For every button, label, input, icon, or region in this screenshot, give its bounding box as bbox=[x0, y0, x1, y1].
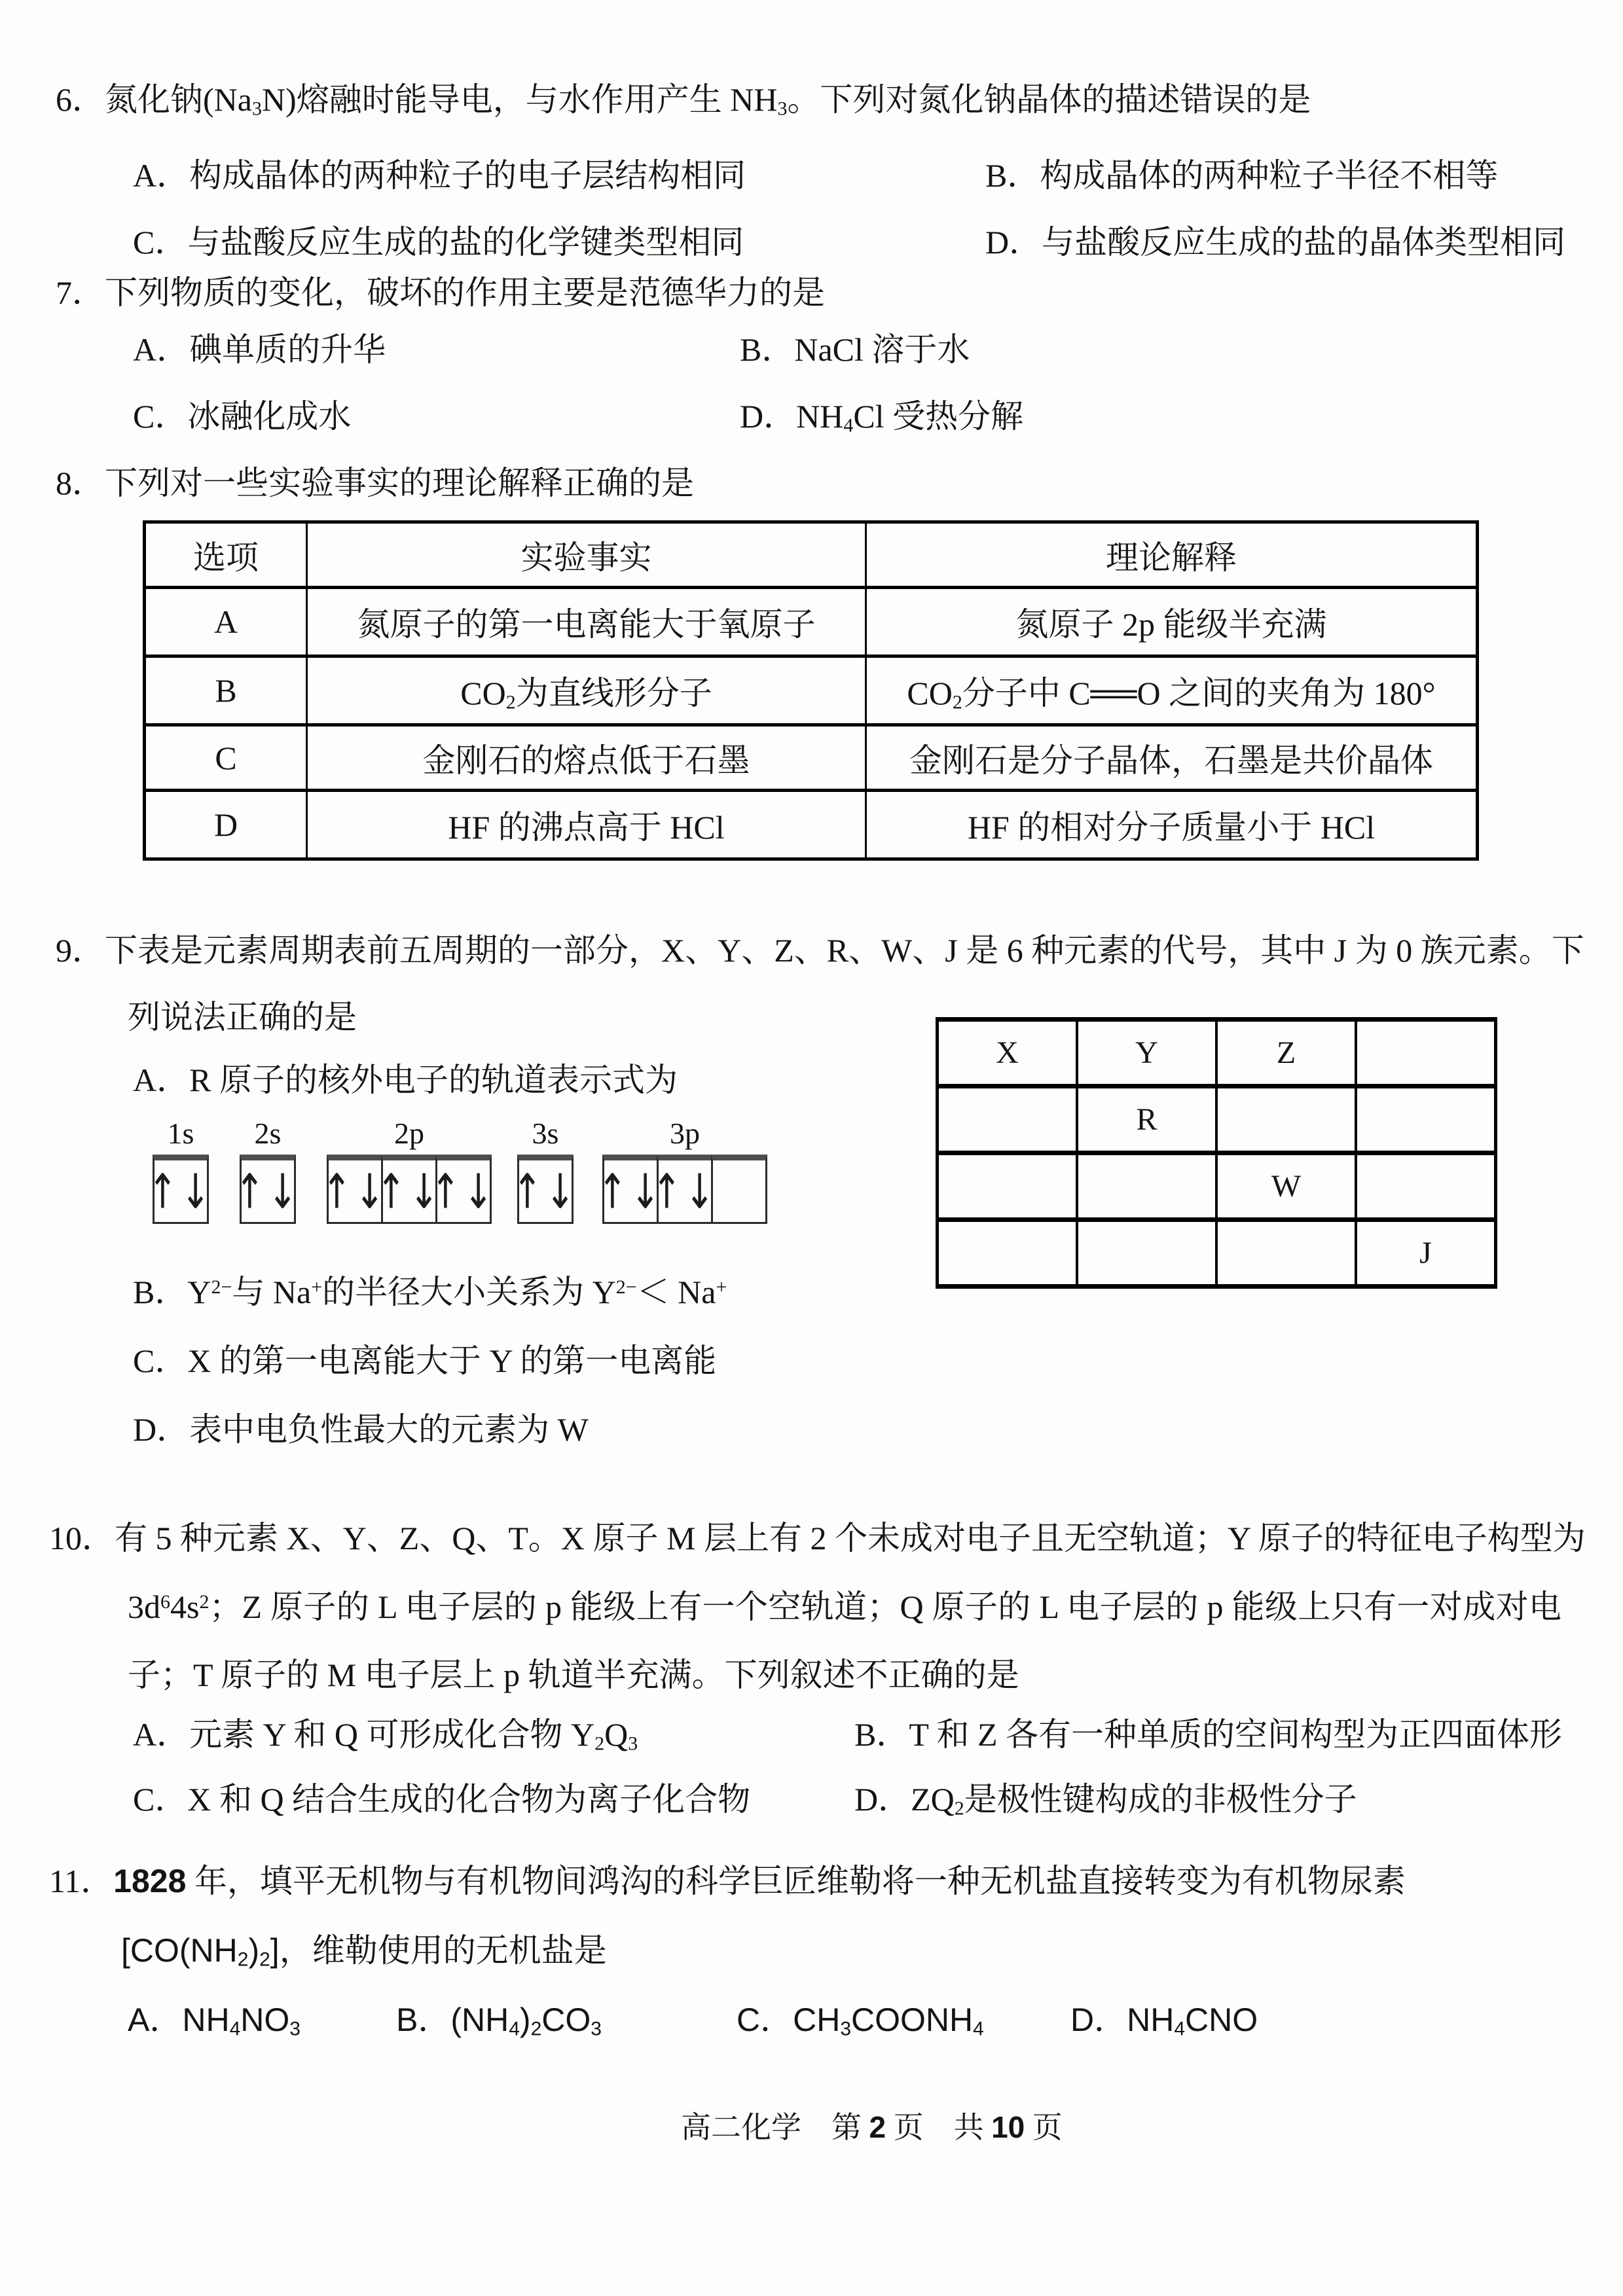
pt-cell-empty bbox=[1356, 1153, 1496, 1220]
pt-cell-empty bbox=[1077, 1153, 1216, 1220]
pt-cell-empty bbox=[1356, 1020, 1496, 1086]
q10-option-c: C．X 和 Q 结合生成的化合物为离子化合物 bbox=[133, 1781, 751, 1818]
q10-option-b: B．T 和 Z 各有一种单质的空间构型为正四面体形 bbox=[854, 1716, 1563, 1753]
orbital-box bbox=[321, 1155, 388, 1224]
orbital-group-1s bbox=[147, 1117, 214, 1224]
pt-row bbox=[938, 1220, 1496, 1287]
orbital-label-3s: 3s bbox=[532, 1117, 559, 1150]
q7-stem: 7．下列物质的变化，破坏的作用主要是范德华力的是 bbox=[56, 274, 825, 311]
q8-cell: 金刚石的熔点低于石墨 bbox=[307, 725, 866, 791]
electron-pair-arrows-icon: ↑↓ bbox=[376, 1163, 443, 1219]
q9-option-b: B．$Y^{2-}$与 Na+的半径大小关系为 $Y^{2-}< Na^+$ bbox=[133, 1274, 727, 1310]
q8-header-fact: 实验事实 bbox=[307, 522, 866, 588]
q10-stem-line3: 子；T 原子的 M 电子层上 p 轨道半充满。下列叙述不正确的是 bbox=[128, 1657, 1019, 1693]
q8-cell: HF 的相对分子质量小于 HCl bbox=[866, 791, 1478, 859]
orbital-box bbox=[430, 1155, 497, 1224]
q9-option-c: C．X 的第一电离能大于 Y 的第一电离能 bbox=[133, 1342, 717, 1379]
pt-row bbox=[938, 1153, 1496, 1220]
pt-cell-j: J bbox=[1356, 1220, 1496, 1287]
electron-pair-arrows-icon: ↑↓ bbox=[597, 1163, 664, 1219]
pt-cell-w: W bbox=[1216, 1153, 1356, 1220]
pt-cell-empty bbox=[1216, 1220, 1356, 1287]
q6-option-b: B．构成晶体的两种粒子半径不相等 bbox=[985, 157, 1499, 194]
pt-cell-empty bbox=[1216, 1086, 1356, 1153]
orbital-group-3p bbox=[597, 1117, 767, 1224]
q8-cell: 氮原子 2p 能级半充满 bbox=[866, 588, 1478, 656]
pt-cell-empty bbox=[938, 1086, 1078, 1153]
pt-cell-empty bbox=[938, 1153, 1078, 1220]
q8-explanation-table bbox=[143, 520, 1479, 861]
q8-cell: B bbox=[145, 656, 307, 725]
q7-option-d: D．$NH_4Cl$ 受热分解 bbox=[740, 398, 1024, 437]
q8-cell: 金刚石是分子晶体，石墨是共价晶体 bbox=[866, 725, 1478, 791]
q8-row-c bbox=[145, 725, 1478, 791]
q8-cell: D bbox=[145, 791, 307, 859]
q9-stem-line1: 9．下表是元素周期表前五周期的一部分，X、Y、Z、R、W、J 是 6 种元素的代号，其中 J 为 0 族元素。下 bbox=[56, 932, 1584, 969]
q8-stem: 8．下列对一些实验事实的理论解释正确的是 bbox=[56, 465, 694, 501]
q8-row-d bbox=[145, 791, 1478, 859]
q6-option-a: A．构成晶体的两种粒子的电子层结构相同 bbox=[133, 157, 746, 194]
q8-header-explanation: 理论解释 bbox=[866, 522, 1478, 588]
q8-cell: HF 的沸点高于 HCl bbox=[307, 791, 866, 859]
q6-option-d: D．与盐酸反应生成的盐的晶体类型相同 bbox=[985, 224, 1566, 260]
q10-option-a: A．元素 Y 和 Q 可形成化合物 $Y_2Q_3$ bbox=[133, 1716, 638, 1755]
orbital-box bbox=[376, 1155, 443, 1224]
q8-cell: $CO_2$为直线形分子 bbox=[307, 656, 866, 725]
pt-cell-x: X bbox=[938, 1020, 1078, 1086]
orbital-box-empty bbox=[711, 1155, 767, 1224]
q8-cell: 氮原子的第一电离能大于氧原子 bbox=[307, 588, 866, 656]
q9-stem-line2: 列说法正确的是 bbox=[128, 999, 357, 1035]
q9-periodic-table-fragment bbox=[936, 1017, 1497, 1289]
electron-pair-arrows-icon: ↑↓ bbox=[512, 1163, 579, 1219]
orbital-box bbox=[651, 1155, 718, 1224]
q7-option-b: B．NaCl 溶于水 bbox=[740, 331, 970, 368]
electron-pair-arrows-icon: ↑↓ bbox=[147, 1163, 214, 1219]
q8-cell: $CO_2$分子中 C══O 之间的夹角为 180° bbox=[866, 656, 1478, 725]
q8-row-a bbox=[145, 588, 1478, 656]
orbital-box bbox=[147, 1155, 214, 1224]
electron-pair-arrows-icon: ↑↓ bbox=[321, 1163, 388, 1219]
orbital-box bbox=[597, 1155, 664, 1224]
q8-header-row bbox=[145, 522, 1478, 588]
orbital-label-2p: 2p bbox=[394, 1117, 424, 1150]
q11-stem-line1: 11．1828 年，填平无机物与有机物间鸿沟的科学巨匠维勒将一种无机盐直接转变为有机物尿素 bbox=[49, 1863, 1406, 1899]
q10-stem-line2: $3d^64s^2$；Z 原子的 L 电子层的 p 能级上有一个空轨道；Q 原子的 L 电子层的 p 能级上只有一对成对电 bbox=[128, 1588, 1561, 1625]
pt-cell-r: R bbox=[1077, 1086, 1216, 1153]
orbital-label-2s: 2s bbox=[254, 1117, 282, 1150]
pt-cell-empty bbox=[1077, 1220, 1216, 1287]
pt-cell-z: Z bbox=[1216, 1020, 1356, 1086]
q8-header-option: 选项 bbox=[145, 522, 307, 588]
orbital-group-2s bbox=[234, 1117, 301, 1224]
q9-option-d: D．表中电负性最大的元素为 W bbox=[133, 1411, 589, 1448]
pt-cell-y: Y bbox=[1077, 1020, 1216, 1086]
orbital-group-2p bbox=[321, 1117, 497, 1224]
pt-row bbox=[938, 1020, 1496, 1086]
q7-option-a: A．碘单质的升华 bbox=[133, 331, 386, 368]
q8-row-b bbox=[145, 656, 1478, 725]
electron-pair-arrows-icon: ↑↓ bbox=[430, 1163, 497, 1219]
pt-row bbox=[938, 1086, 1496, 1153]
q8-cell: C bbox=[145, 725, 307, 791]
q6-stem: 6．氮化钠$(Na_3N)$熔融时能导电，与水作用产生 $NH_3$。下列对氮化钠晶体的描述错误的是 bbox=[56, 81, 1311, 120]
electron-pair-arrows-icon: ↑↓ bbox=[651, 1163, 718, 1219]
q7-option-c: C．冰融化成水 bbox=[133, 398, 352, 435]
q11-option-d: D．$NH_4CNO$ bbox=[1070, 2001, 1258, 2040]
q10-stem-line1: 10．有 5 种元素 X、Y、Z、Q、T。X 原子 M 层上有 2 个未成对电子且无空轨道；Y 原子的特征电子构型为 bbox=[49, 1520, 1586, 1556]
q11-option-c: C．$CH_3COONH_4$ bbox=[737, 2001, 984, 2040]
q10-option-d: D．$ZQ_2$是极性键构成的非极性分子 bbox=[854, 1781, 1357, 1820]
page-footer: 高二化学 第 2 页 共 10 页 bbox=[681, 2110, 1063, 2144]
orbital-box bbox=[512, 1155, 579, 1224]
q9-option-a: A．R 原子的核外电子的轨道表示式为 bbox=[133, 1062, 678, 1098]
orbital-label-1s: 1s bbox=[167, 1117, 194, 1150]
pt-cell-empty bbox=[1356, 1086, 1496, 1153]
orbital-box bbox=[234, 1155, 301, 1224]
q11-option-a: A．$NH_4NO_3$ bbox=[128, 2001, 301, 2040]
q6-option-c: C．与盐酸反应生成的盐的化学键类型相同 bbox=[133, 224, 744, 260]
pt-cell-empty bbox=[938, 1220, 1078, 1287]
orbital-group-3s bbox=[512, 1117, 579, 1224]
q8-cell: A bbox=[145, 588, 307, 656]
orbital-label-3p: 3p bbox=[670, 1117, 700, 1150]
q11-stem-line2: $[CO(NH_2)_2]$，维勒使用的无机盐是 bbox=[121, 1932, 607, 1971]
q11-option-b: B．$(NH_4)_2CO_3$ bbox=[396, 2001, 602, 2040]
electron-pair-arrows-icon: ↑↓ bbox=[234, 1163, 301, 1219]
